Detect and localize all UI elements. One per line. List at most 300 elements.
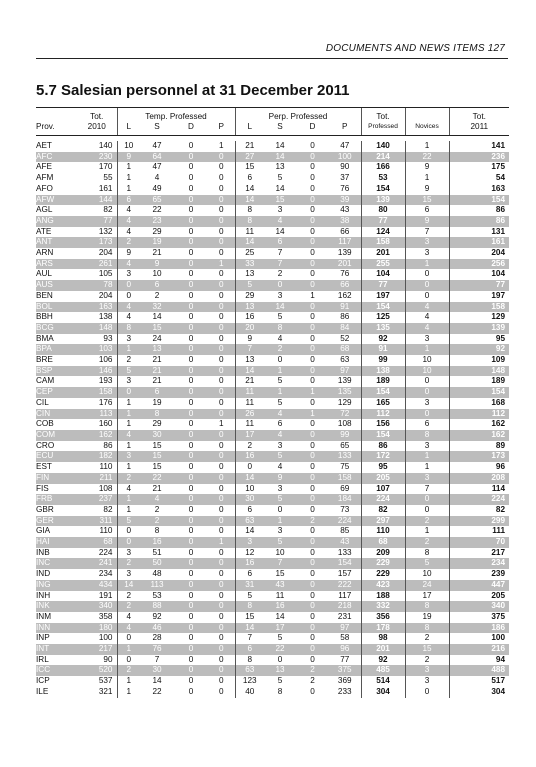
cell-tot-2010: 138 bbox=[98, 312, 113, 322]
cell-tot-professed: 255 bbox=[361, 259, 405, 270]
cell-perp-l: 15 bbox=[235, 162, 264, 173]
cell-tot-professed: 205 bbox=[361, 473, 405, 484]
cell-temp-d: 0 bbox=[188, 183, 194, 193]
cell-temp-s: 22 bbox=[152, 686, 162, 696]
cell-perp-d: 2 bbox=[310, 676, 315, 686]
cell-tot-2010: 108 bbox=[98, 483, 113, 493]
cell-temp-s: 21 bbox=[152, 483, 162, 493]
table-row bbox=[36, 505, 509, 516]
cell-temp-s: 28 bbox=[152, 633, 162, 643]
cell-prov: GER bbox=[36, 516, 77, 527]
cell-tot-2010: 86 bbox=[103, 440, 113, 450]
cell-temp-l: 8 bbox=[117, 323, 140, 334]
cell-temp-l: 0 bbox=[117, 526, 140, 537]
cell-tot-professed: 53 bbox=[361, 173, 405, 184]
cell-tot-2010: 148 bbox=[77, 323, 117, 334]
cell-temp-l: 2 bbox=[117, 601, 140, 612]
cell-novices: 7 bbox=[405, 484, 449, 495]
cell-prov: ECU bbox=[36, 451, 77, 462]
cell-perp-s: 14 bbox=[275, 141, 285, 150]
cell-temp-d: 0 bbox=[174, 152, 208, 163]
cell-novices: 3 bbox=[405, 334, 449, 345]
cell-temp-p: 1 bbox=[218, 419, 224, 429]
cell-tot-professed: 112 bbox=[361, 409, 405, 420]
cell-novices: 4 bbox=[405, 323, 449, 334]
cell-perp-p: 66 bbox=[329, 280, 361, 291]
cell-temp-l: 2 bbox=[117, 591, 140, 602]
cell-perp-d: 1 bbox=[310, 290, 315, 300]
table-row bbox=[36, 441, 509, 452]
cell-temp-s: 30 bbox=[140, 665, 174, 676]
cell-perp-d: 0 bbox=[296, 473, 329, 484]
cell-temp-d: 0 bbox=[188, 590, 194, 600]
cell-tot-professed: 332 bbox=[361, 601, 405, 612]
cell-perp-l: 8 bbox=[235, 601, 264, 612]
table-body bbox=[36, 136, 509, 698]
cell-tot-2010: 230 bbox=[77, 152, 117, 163]
cell-perp-d: 0 bbox=[296, 280, 329, 291]
cell-prov: ATE bbox=[36, 226, 52, 236]
cell-perp-d: 1 bbox=[296, 409, 329, 420]
cell-perp-s: 8 bbox=[277, 686, 283, 696]
cell-perp-l: 7 bbox=[235, 344, 264, 355]
table-row bbox=[36, 494, 509, 505]
cell-perp-d: 0 bbox=[296, 430, 329, 441]
cell-perp-s: 3 bbox=[277, 526, 283, 536]
cell-perp-l: 21 bbox=[235, 141, 264, 152]
table-row bbox=[36, 248, 509, 259]
cell-temp-l: 2 bbox=[117, 237, 140, 248]
cell-perp-l: 30 bbox=[235, 494, 264, 505]
cell-tot-2011: 139 bbox=[449, 323, 509, 334]
cell-temp-s: 15 bbox=[152, 462, 162, 472]
cell-perp-p: 222 bbox=[329, 580, 361, 591]
cell-perp-s: 7 bbox=[264, 558, 296, 569]
cell-tot-2011: 162 bbox=[449, 430, 509, 441]
cell-prov: AFC bbox=[36, 152, 77, 163]
cell-temp-s: 4 bbox=[154, 173, 160, 183]
cell-temp-p: 0 bbox=[208, 216, 235, 227]
cell-tot-professed: 154 bbox=[361, 430, 405, 441]
cell-tot-professed: 224 bbox=[361, 494, 405, 505]
cell-perp-d: 0 bbox=[296, 344, 329, 355]
cell-perp-p: 52 bbox=[340, 333, 350, 343]
cell-temp-s: 15 bbox=[152, 440, 162, 450]
cell-novices: 1 bbox=[405, 259, 449, 270]
cell-temp-s: 21 bbox=[152, 355, 162, 365]
cell-perp-p: 99 bbox=[329, 430, 361, 441]
cell-tot-2010: 77 bbox=[77, 216, 117, 227]
cell-tot-2010: 520 bbox=[77, 665, 117, 676]
cell-tot-2010: 103 bbox=[77, 344, 117, 355]
cell-perp-l: 6 bbox=[235, 644, 264, 655]
cell-tot-professed: 214 bbox=[361, 152, 405, 163]
table-row bbox=[36, 291, 509, 302]
cell-temp-l: 0 bbox=[117, 291, 140, 302]
cell-perp-d: 0 bbox=[296, 216, 329, 227]
cell-prov: ANT bbox=[36, 237, 77, 248]
table-row bbox=[36, 526, 509, 537]
cell-novices: 8 bbox=[405, 601, 449, 612]
cell-temp-s: 2 bbox=[154, 504, 160, 514]
cell-perp-d: 0 bbox=[310, 355, 315, 365]
cell-prov: HAI bbox=[36, 537, 77, 548]
cell-temp-p: 0 bbox=[218, 569, 224, 579]
cell-prov: AFE bbox=[36, 162, 52, 172]
cell-perp-p: 39 bbox=[329, 195, 361, 206]
cell-perp-s: 14 bbox=[264, 302, 296, 313]
cell-novices: 3 bbox=[405, 398, 449, 409]
cell-novices: 9 bbox=[405, 184, 449, 195]
table-row bbox=[36, 655, 509, 666]
cell-tot-2011: 205 bbox=[449, 591, 509, 602]
cell-temp-p: 0 bbox=[218, 290, 224, 300]
cell-temp-s: 16 bbox=[140, 537, 174, 548]
cell-prov: IND bbox=[36, 569, 51, 579]
cell-perp-l: 7 bbox=[235, 633, 264, 644]
cell-temp-s: 50 bbox=[140, 558, 174, 569]
table-row bbox=[36, 665, 509, 676]
cell-temp-s: 8 bbox=[140, 409, 174, 420]
cell-perp-s: 5 bbox=[277, 676, 283, 686]
table-row bbox=[36, 216, 509, 227]
cell-perp-p: 162 bbox=[337, 290, 352, 300]
cell-temp-s: 13 bbox=[140, 344, 174, 355]
cell-temp-s: 29 bbox=[152, 226, 162, 236]
cell-perp-s: 15 bbox=[264, 195, 296, 206]
cell-temp-d: 0 bbox=[188, 654, 194, 664]
cell-temp-d: 0 bbox=[174, 430, 208, 441]
cell-temp-l: 5 bbox=[117, 366, 140, 377]
cell-perp-l: 10 bbox=[235, 484, 264, 495]
cell-perp-p: 47 bbox=[340, 141, 350, 150]
cell-prov: INM bbox=[36, 611, 52, 621]
cell-temp-p: 0 bbox=[218, 397, 224, 407]
cell-tot-2011: 175 bbox=[449, 162, 509, 173]
cell-prov: CIN bbox=[36, 409, 77, 420]
cell-temp-s: 15 bbox=[140, 451, 174, 462]
cell-perp-d: 0 bbox=[310, 569, 315, 579]
cell-tot-2010: 237 bbox=[77, 494, 117, 505]
cell-temp-l: 4 bbox=[117, 484, 140, 495]
cell-perp-p: 38 bbox=[329, 216, 361, 227]
cell-temp-p: 0 bbox=[218, 686, 224, 696]
cell-temp-d: 0 bbox=[188, 355, 194, 365]
cell-tot-2010: 110 bbox=[99, 526, 113, 536]
cell-temp-d: 0 bbox=[188, 173, 194, 183]
cell-perp-s: 10 bbox=[275, 547, 285, 557]
cell-perp-p: 90 bbox=[340, 162, 350, 172]
cell-tot-2011: 224 bbox=[449, 494, 509, 505]
cell-tot-professed: 124 bbox=[361, 227, 405, 238]
cell-prov: BCG bbox=[36, 323, 77, 334]
cell-prov: AFW bbox=[36, 195, 77, 206]
cell-prov: FRB bbox=[36, 494, 77, 505]
cell-temp-p: 0 bbox=[218, 590, 224, 600]
cell-temp-p: 0 bbox=[218, 504, 224, 514]
cell-tot-2011: 186 bbox=[449, 623, 509, 634]
cell-temp-l: 2 bbox=[117, 558, 140, 569]
cell-temp-d: 0 bbox=[174, 494, 208, 505]
cell-prov: FIN bbox=[36, 473, 77, 484]
col-temp-s: S bbox=[140, 122, 174, 136]
cell-perp-d: 0 bbox=[296, 537, 329, 548]
cell-novices: 8 bbox=[405, 430, 449, 441]
cell-temp-d: 0 bbox=[188, 162, 194, 172]
cell-perp-d: 1 bbox=[296, 387, 329, 398]
cell-temp-s: 88 bbox=[140, 601, 174, 612]
cell-tot-2011: 114 bbox=[449, 484, 509, 495]
running-header bbox=[0, 43, 505, 54]
cell-novices: 10 bbox=[405, 569, 449, 580]
cell-perp-s: 3 bbox=[277, 483, 283, 493]
cell-tot-2011: 217 bbox=[449, 548, 509, 559]
cell-tot-2011: 447 bbox=[449, 580, 509, 591]
cell-temp-s: 49 bbox=[152, 183, 162, 193]
cell-tot-2010: 162 bbox=[77, 430, 117, 441]
cell-prov: EST bbox=[36, 462, 52, 472]
table-row bbox=[36, 366, 509, 377]
cell-novices: 0 bbox=[405, 387, 449, 398]
cell-perp-d: 0 bbox=[296, 451, 329, 462]
cell-perp-p: 117 bbox=[338, 590, 352, 600]
cell-tot-2011: 517 bbox=[449, 676, 509, 687]
cell-prov: CIL bbox=[36, 397, 49, 407]
cell-perp-l: 27 bbox=[235, 152, 264, 163]
cell-temp-l: 4 bbox=[117, 216, 140, 227]
table-row bbox=[36, 173, 509, 184]
cell-perp-s: 5 bbox=[264, 537, 296, 548]
cell-perp-s: 5 bbox=[277, 397, 283, 407]
cell-prov: AGL bbox=[36, 205, 53, 215]
cell-tot-professed: 140 bbox=[361, 141, 405, 152]
cell-temp-p: 0 bbox=[218, 269, 224, 279]
cell-tot-professed: 68 bbox=[361, 537, 405, 548]
cell-tot-2011: 161 bbox=[449, 237, 509, 248]
cell-perp-s: 5 bbox=[264, 494, 296, 505]
cell-perp-d: 0 bbox=[310, 440, 315, 450]
cell-novices: 3 bbox=[405, 473, 449, 484]
cell-temp-d: 0 bbox=[174, 366, 208, 377]
cell-temp-d: 0 bbox=[174, 558, 208, 569]
cell-tot-professed: 99 bbox=[361, 355, 405, 366]
cell-tot-2010: 163 bbox=[77, 302, 117, 313]
cell-perp-s: 3 bbox=[277, 205, 283, 215]
cell-perp-d: 0 bbox=[310, 590, 315, 600]
cell-perp-l: 15 bbox=[235, 612, 264, 623]
perp-professed-group: Perp. Professed bbox=[235, 108, 361, 123]
table-row bbox=[36, 205, 509, 216]
cell-tot-2011: 299 bbox=[449, 516, 509, 527]
cell-temp-d: 0 bbox=[174, 516, 208, 527]
cell-perp-d: 0 bbox=[310, 162, 315, 172]
cell-temp-d: 0 bbox=[188, 611, 194, 621]
cell-tot-professed: 165 bbox=[361, 398, 405, 409]
cell-perp-s: 7 bbox=[277, 248, 283, 258]
cell-temp-s: 30 bbox=[140, 430, 174, 441]
cell-temp-d: 0 bbox=[174, 323, 208, 334]
cell-prov: INT bbox=[36, 644, 77, 655]
cell-tot-2010: 160 bbox=[98, 419, 113, 429]
cell-perp-s: 14 bbox=[275, 226, 285, 236]
cell-temp-d: 0 bbox=[174, 216, 208, 227]
cell-novices: 1 bbox=[405, 141, 449, 152]
cell-tot-2011: 168 bbox=[449, 398, 509, 409]
cell-temp-l: 1 bbox=[117, 505, 140, 516]
cell-perp-l: 63 bbox=[235, 516, 264, 527]
cell-tot-2011: 197 bbox=[449, 291, 509, 302]
table-row bbox=[36, 323, 509, 334]
cell-tot-2010: 68 bbox=[77, 537, 117, 548]
cell-temp-l: 1 bbox=[117, 398, 140, 409]
cell-perp-d: 0 bbox=[310, 312, 315, 322]
cell-perp-s: 0 bbox=[264, 280, 296, 291]
cell-temp-p: 0 bbox=[218, 355, 224, 365]
table-row bbox=[36, 601, 509, 612]
cell-temp-d: 0 bbox=[174, 344, 208, 355]
cell-temp-d: 0 bbox=[188, 376, 194, 386]
cell-perp-p: 68 bbox=[329, 344, 361, 355]
cell-novices: 0 bbox=[405, 280, 449, 291]
cell-perp-p: 72 bbox=[329, 409, 361, 420]
prov-spacer bbox=[36, 108, 77, 123]
cell-perp-p: 375 bbox=[329, 665, 361, 676]
cell-temp-l: 4 bbox=[117, 623, 140, 634]
cell-perp-s: 5 bbox=[277, 312, 283, 322]
cell-perp-d: 0 bbox=[296, 302, 329, 313]
cell-perp-l: 17 bbox=[235, 430, 264, 441]
cell-novices: 6 bbox=[405, 205, 449, 216]
cell-tot-2010: 132 bbox=[98, 226, 113, 236]
cell-tot-professed: 158 bbox=[361, 237, 405, 248]
cell-tot-professed: 82 bbox=[361, 505, 405, 516]
cell-perp-l: 14 bbox=[235, 366, 264, 377]
cell-tot-professed: 209 bbox=[361, 548, 405, 559]
cell-temp-l: 1 bbox=[117, 441, 140, 452]
cell-novices: 9 bbox=[405, 162, 449, 173]
header-row-1 bbox=[36, 108, 509, 123]
cell-temp-p: 0 bbox=[208, 366, 235, 377]
table-row bbox=[36, 419, 509, 430]
cell-tot-2011: 239 bbox=[449, 569, 509, 580]
cell-tot-2011: 256 bbox=[449, 259, 509, 270]
cell-temp-l: 9 bbox=[117, 152, 140, 163]
cell-temp-d: 0 bbox=[174, 537, 208, 548]
cell-novices: 3 bbox=[405, 676, 449, 687]
cell-tot-2010: 78 bbox=[77, 280, 117, 291]
cell-temp-p: 0 bbox=[218, 333, 224, 343]
cell-temp-l: 1 bbox=[117, 687, 140, 698]
cell-perp-s: 11 bbox=[275, 590, 285, 600]
cell-temp-l: 1 bbox=[117, 676, 140, 687]
cell-novices: 1 bbox=[405, 462, 449, 473]
cell-tot-professed: 125 bbox=[361, 312, 405, 323]
prov-header: Prov. bbox=[36, 122, 77, 136]
cell-prov: INC bbox=[36, 558, 77, 569]
cell-temp-d: 0 bbox=[188, 205, 194, 215]
cell-prov: AFO bbox=[36, 183, 53, 193]
cell-tot-2010: 180 bbox=[77, 623, 117, 634]
cell-novices: 3 bbox=[405, 441, 449, 452]
table-row bbox=[36, 237, 509, 248]
cell-perp-s: 4 bbox=[277, 462, 283, 472]
cell-perp-l: 6 bbox=[235, 173, 264, 184]
cell-perp-s: 1 bbox=[264, 516, 296, 527]
cell-tot-professed: 188 bbox=[361, 591, 405, 602]
cell-perp-d: 0 bbox=[310, 205, 315, 215]
cell-perp-p: 63 bbox=[340, 355, 350, 365]
cell-temp-p: 0 bbox=[208, 430, 235, 441]
cell-prov: CEP bbox=[36, 387, 77, 398]
cell-perp-d: 0 bbox=[296, 558, 329, 569]
cell-prov: COB bbox=[36, 419, 54, 429]
cell-novices: 15 bbox=[405, 195, 449, 206]
cell-tot-2011: 304 bbox=[449, 687, 509, 698]
cell-novices: 3 bbox=[405, 237, 449, 248]
cell-prov: INN bbox=[36, 623, 77, 634]
cell-tot-professed: 86 bbox=[361, 441, 405, 452]
cell-temp-p: 0 bbox=[208, 344, 235, 355]
table-row bbox=[36, 430, 509, 441]
cell-novices: 3 bbox=[405, 665, 449, 676]
cell-tot-2011: 112 bbox=[449, 409, 509, 420]
cell-perp-l: 16 bbox=[235, 558, 264, 569]
cell-temp-d: 0 bbox=[188, 269, 194, 279]
cell-temp-d: 0 bbox=[174, 665, 208, 676]
cell-perp-d: 0 bbox=[310, 183, 315, 193]
cell-prov: GBR bbox=[36, 504, 54, 514]
cell-perp-p: 43 bbox=[340, 205, 350, 215]
cell-tot-2010: 340 bbox=[77, 601, 117, 612]
cell-perp-p: 218 bbox=[329, 601, 361, 612]
cell-perp-d: 2 bbox=[296, 665, 329, 676]
cell-perp-l: 16 bbox=[235, 312, 264, 323]
table-row bbox=[36, 280, 509, 291]
cell-perp-s: 6 bbox=[277, 419, 283, 429]
cell-temp-d: 0 bbox=[188, 462, 194, 472]
cell-novices: 4 bbox=[405, 312, 449, 323]
cell-tot-2010: 537 bbox=[98, 676, 113, 686]
cell-perp-p: 73 bbox=[340, 504, 350, 514]
cell-temp-l: 2 bbox=[117, 665, 140, 676]
cell-perp-d: 0 bbox=[296, 601, 329, 612]
cell-temp-d: 0 bbox=[188, 633, 194, 643]
cell-prov: COM bbox=[36, 430, 77, 441]
cell-novices: 5 bbox=[405, 558, 449, 569]
cell-temp-l: 3 bbox=[117, 569, 140, 580]
tot-2010-top: Tot. bbox=[77, 108, 117, 123]
cell-temp-l: 0 bbox=[117, 655, 140, 666]
cell-perp-d: 0 bbox=[296, 580, 329, 591]
cell-temp-s: 4 bbox=[140, 494, 174, 505]
cell-tot-2010: 140 bbox=[98, 141, 113, 150]
cell-perp-d: 0 bbox=[296, 366, 329, 377]
cell-novices: 7 bbox=[405, 227, 449, 238]
cell-temp-s: 21 bbox=[152, 376, 162, 386]
cell-temp-d: 0 bbox=[188, 141, 194, 150]
page-number: 127 bbox=[487, 43, 505, 54]
cell-tot-2011: 208 bbox=[449, 473, 509, 484]
cell-temp-d: 0 bbox=[174, 195, 208, 206]
cell-temp-d: 0 bbox=[188, 526, 194, 536]
cell-temp-l: 1 bbox=[117, 462, 140, 473]
cell-temp-p: 0 bbox=[208, 623, 235, 634]
cell-perp-d: 0 bbox=[310, 376, 315, 386]
cell-novices: 4 bbox=[405, 302, 449, 313]
cell-tot-2011: 163 bbox=[449, 184, 509, 195]
cell-tot-professed: 92 bbox=[361, 655, 405, 666]
cell-perp-p: 157 bbox=[337, 569, 352, 579]
